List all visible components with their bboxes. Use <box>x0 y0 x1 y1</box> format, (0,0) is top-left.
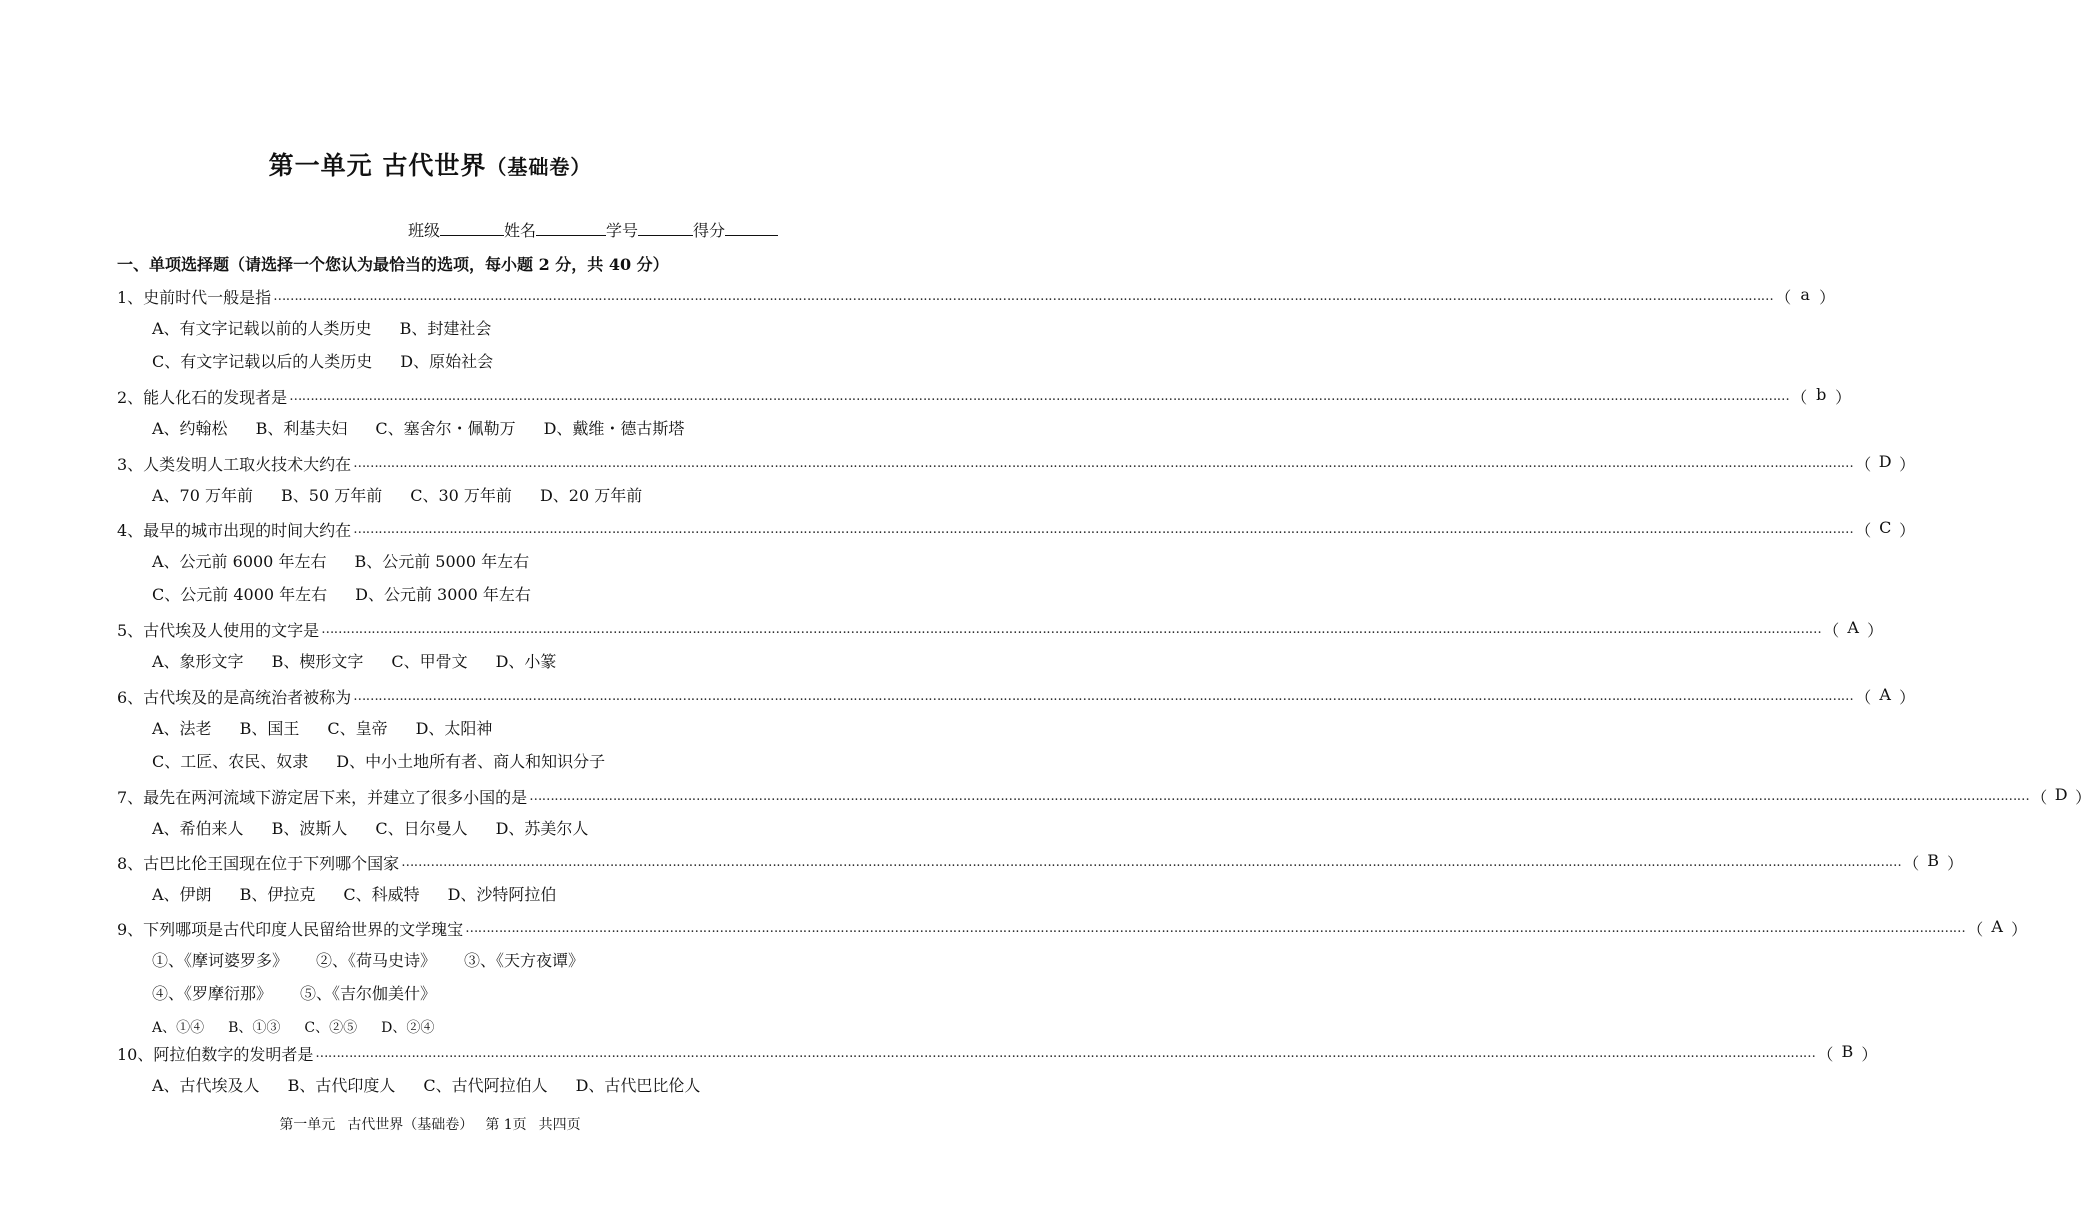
answer-bracket[interactable] <box>1855 452 1915 475</box>
option-row <box>152 950 612 972</box>
answer-value: b <box>1816 384 1827 404</box>
option-choice[interactable]: C、②⑤ <box>304 1020 358 1036</box>
option-choice[interactable]: A、约翰松 <box>152 419 228 438</box>
question-text: 8、古巴比伦王国现在位于下列哪个国家 <box>117 853 400 873</box>
option-choice[interactable]: B、楔形文字 <box>271 652 364 671</box>
option-choice[interactable]: B、公元前 5000 年左右 <box>354 552 530 571</box>
option-row <box>152 884 584 906</box>
question-text: 9、下列哪项是古代印度人民留给世界的文学瑰宝 <box>117 919 464 939</box>
option-choice[interactable]: B、利基夫妇 <box>255 419 348 438</box>
option-choice[interactable]: A、公元前 6000 年左右 <box>152 552 327 571</box>
score-blank[interactable] <box>725 221 778 236</box>
option-row <box>152 751 633 773</box>
leader-dots: ……………………………………………………………………………………………………………………………………………………………………………………………………………………………………………………………………………………………………………………………… <box>353 688 1854 704</box>
answer-value: a <box>1800 284 1810 304</box>
question-line <box>117 517 1916 540</box>
close-paren: ） <box>2075 787 2091 807</box>
leader-dots: ……………………………………………………………………………………………………………………………………………………………………………………………………………………………………………………………………………………………………………………………… <box>321 621 1822 637</box>
option-row <box>152 318 519 340</box>
option-choice[interactable]: D、太阳神 <box>415 719 493 738</box>
option-choice[interactable]: D、小篆 <box>495 652 557 671</box>
answer-bracket[interactable] <box>2031 785 2091 808</box>
option-choice[interactable]: C、日尔曼人 <box>375 819 468 838</box>
leader-dots: ……………………………………………………………………………………………………………………………………………………………………………………………………………………………………………………………………………………………………………………………… <box>289 388 1790 404</box>
option-choice[interactable]: A、①④ <box>152 1020 205 1036</box>
question-text: 4、最早的城市出现的时间大约在 <box>117 520 352 540</box>
question-line <box>117 451 1916 474</box>
question-line <box>117 284 1836 307</box>
option-choice[interactable]: C、公元前 4000 年左右 <box>152 585 328 604</box>
option-choice[interactable]: C、30 万年前 <box>410 486 512 505</box>
close-paren: ） <box>1835 387 1852 407</box>
answer-bracket[interactable] <box>1855 518 1915 541</box>
option-choice[interactable]: A、象形文字 <box>152 652 244 671</box>
option-choice[interactable]: D、中小土地所有者、商人和知识分子 <box>336 752 606 771</box>
answer-bracket[interactable] <box>1855 685 1915 708</box>
option-choice[interactable]: D、沙特阿拉伯 <box>447 885 557 904</box>
close-paren: ） <box>1861 1044 1878 1064</box>
answer-value: A <box>1847 617 1859 637</box>
question-line <box>117 1041 1878 1064</box>
footer-total: 共四页 <box>538 1117 581 1133</box>
option-choice[interactable]: ③、《天方夜谭》 <box>464 951 585 970</box>
option-choice[interactable]: C、皇帝 <box>327 719 388 738</box>
leader-dots: ……………………………………………………………………………………………………………………………………………………………………………………………………………………………………………………………………………………………………………………………… <box>529 788 2030 804</box>
option-row <box>152 651 584 673</box>
option-choice[interactable]: A、希伯来人 <box>152 819 244 838</box>
leader-dots: ……………………………………………………………………………………………………………………………………………………………………………………………………………………………………………………………………………………………………………………………… <box>465 920 1966 936</box>
answer-bracket[interactable] <box>1791 385 1851 408</box>
open-paren: （ <box>1855 520 1872 540</box>
option-choice[interactable]: A、伊朗 <box>152 885 212 904</box>
answer-value: D <box>1878 451 1892 471</box>
option-choice[interactable]: B、封建社会 <box>399 319 492 338</box>
option-choice[interactable]: C、科威特 <box>343 885 420 904</box>
close-paren: ） <box>1819 287 1836 307</box>
option-choice[interactable]: B、国王 <box>239 719 300 738</box>
leader-dots: ……………………………………………………………………………………………………………………………………………………………………………………………………………………………………………………………………………………………………………………………… <box>273 288 1774 304</box>
option-choice[interactable]: B、①③ <box>228 1020 281 1036</box>
option-choice[interactable]: C、古代阿拉伯人 <box>423 1076 548 1095</box>
option-row <box>152 1016 458 1038</box>
option-choice[interactable]: C、塞舍尔・佩勒万 <box>375 419 516 438</box>
option-choice[interactable]: A、70 万年前 <box>152 486 254 505</box>
option-choice[interactable]: B、伊拉克 <box>239 885 316 904</box>
open-paren: （ <box>2031 787 2048 807</box>
option-row <box>152 983 464 1005</box>
option-row <box>152 551 557 573</box>
open-paren: （ <box>1775 287 1792 307</box>
option-row <box>152 718 520 740</box>
answer-bracket[interactable] <box>1903 851 1963 874</box>
option-row <box>152 584 559 606</box>
answer-bracket[interactable] <box>1823 618 1883 641</box>
question-text: 2、能人化石的发现者是 <box>117 387 288 407</box>
option-choice[interactable]: ②、《荷马史诗》 <box>316 951 437 970</box>
section-title: 一、单项选择题（请选择一个您认为最恰当的选项，每小题 2 分，共 40 分） <box>117 255 669 274</box>
option-row <box>152 485 670 507</box>
id-label: 学号 <box>606 221 639 240</box>
option-choice[interactable]: D、苏美尔人 <box>495 819 589 838</box>
option-choice[interactable]: B、50 万年前 <box>281 486 383 505</box>
footer-unit: 第一单元 <box>279 1117 336 1133</box>
question-text: 6、古代埃及的是高统治者被称为 <box>117 687 352 707</box>
question-line <box>117 784 2091 807</box>
option-choice[interactable]: B、波斯人 <box>271 819 348 838</box>
answer-value: B <box>1841 1041 1854 1061</box>
option-choice[interactable]: ④、《罗摩衍那》 <box>152 984 273 1003</box>
option-choice[interactable]: C、甲骨文 <box>391 652 468 671</box>
question-line <box>117 384 1852 407</box>
answer-value: A <box>1991 916 2003 936</box>
score-label: 得分 <box>693 221 726 240</box>
answer-bracket[interactable] <box>1817 1042 1877 1065</box>
leader-dots: ……………………………………………………………………………………………………………………………………………………………………………………………………………………………………………………………………………………………………………………………… <box>353 521 1854 537</box>
footer-page: 第 1页 <box>485 1117 527 1133</box>
close-paren: ） <box>2011 919 2028 939</box>
student-info-line <box>408 218 778 241</box>
leader-dots: ……………………………………………………………………………………………………………………………………………………………………………………………………………………………………………………………………………………………………………………………… <box>353 455 1854 471</box>
option-choice[interactable]: D、原始社会 <box>400 352 494 371</box>
question-text: 5、古代埃及人使用的文字是 <box>117 620 320 640</box>
option-choice[interactable]: C、有文字记载以后的人类历史 <box>152 352 373 371</box>
open-paren: （ <box>1817 1044 1834 1064</box>
open-paren: （ <box>1967 919 1984 939</box>
leader-dots: ……………………………………………………………………………………………………………………………………………………………………………………………………………………………………………………………………………………………………………………………… <box>315 1045 1816 1061</box>
open-paren: （ <box>1855 687 1872 707</box>
option-choice[interactable]: A、有文字记载以前的人类历史 <box>152 319 372 338</box>
answer-bracket[interactable] <box>1967 917 2027 940</box>
open-paren: （ <box>1823 620 1840 640</box>
answer-value: B <box>1927 850 1940 870</box>
open-paren: （ <box>1903 853 1920 873</box>
page-footer <box>0 1114 860 1134</box>
question-line <box>117 684 1916 707</box>
option-row <box>152 818 616 840</box>
name-blank[interactable] <box>536 221 606 236</box>
option-choice[interactable]: D、公元前 3000 年左右 <box>355 585 531 604</box>
open-paren: （ <box>1855 454 1872 474</box>
close-paren: ） <box>1899 687 1916 707</box>
close-paren: ） <box>1867 620 1884 640</box>
option-choice[interactable]: B、古代印度人 <box>287 1076 396 1095</box>
option-row <box>152 418 712 440</box>
close-paren: ） <box>1899 520 1916 540</box>
footer-title: 古代世界（基础卷） <box>347 1117 474 1133</box>
option-choice[interactable]: D、古代巴比伦人 <box>575 1076 701 1095</box>
page-title <box>0 146 860 182</box>
id-blank[interactable] <box>638 221 693 236</box>
title-paren: （基础卷） <box>486 155 592 179</box>
option-choice[interactable]: C、工匠、农民、奴隶 <box>152 752 309 771</box>
title-main: 第一单元 古代世界 <box>268 151 487 180</box>
option-choice[interactable]: D、戴维・德古斯塔 <box>543 419 685 438</box>
question-text: 1、史前时代一般是指 <box>117 287 272 307</box>
answer-value: C <box>1879 517 1892 537</box>
leader-dots: ……………………………………………………………………………………………………………………………………………………………………………………………………………………………………………………………………………………………………………………………… <box>401 854 1902 870</box>
close-paren: ） <box>1947 853 1964 873</box>
option-choice[interactable]: D、②④ <box>381 1020 435 1036</box>
question-line <box>117 916 2028 939</box>
option-choice[interactable]: ⑤、《吉尔伽美什》 <box>300 984 437 1003</box>
option-choice[interactable]: A、古代埃及人 <box>152 1076 260 1095</box>
question-text: 3、人类发明人工取火技术大约在 <box>117 454 352 474</box>
question-line <box>117 617 1884 640</box>
question-text: 10、阿拉伯数字的发明者是 <box>117 1044 314 1064</box>
answer-value: A <box>1879 684 1891 704</box>
answer-bracket[interactable] <box>1775 285 1835 308</box>
class-label: 班级 <box>408 221 441 240</box>
answer-value: D <box>2054 784 2068 804</box>
option-row <box>152 1075 728 1097</box>
option-choice[interactable]: A、法老 <box>152 719 212 738</box>
question-text: 7、最先在两河流域下游定居下来，并建立了很多小国的是 <box>117 787 528 807</box>
name-label: 姓名 <box>504 221 537 240</box>
option-choice[interactable]: ①、《摩诃婆罗多》 <box>152 951 289 970</box>
question-line <box>117 850 1964 873</box>
option-choice[interactable]: D、20 万年前 <box>539 486 643 505</box>
open-paren: （ <box>1791 387 1808 407</box>
close-paren: ） <box>1899 454 1916 474</box>
class-blank[interactable] <box>440 221 504 236</box>
option-row <box>152 351 521 373</box>
